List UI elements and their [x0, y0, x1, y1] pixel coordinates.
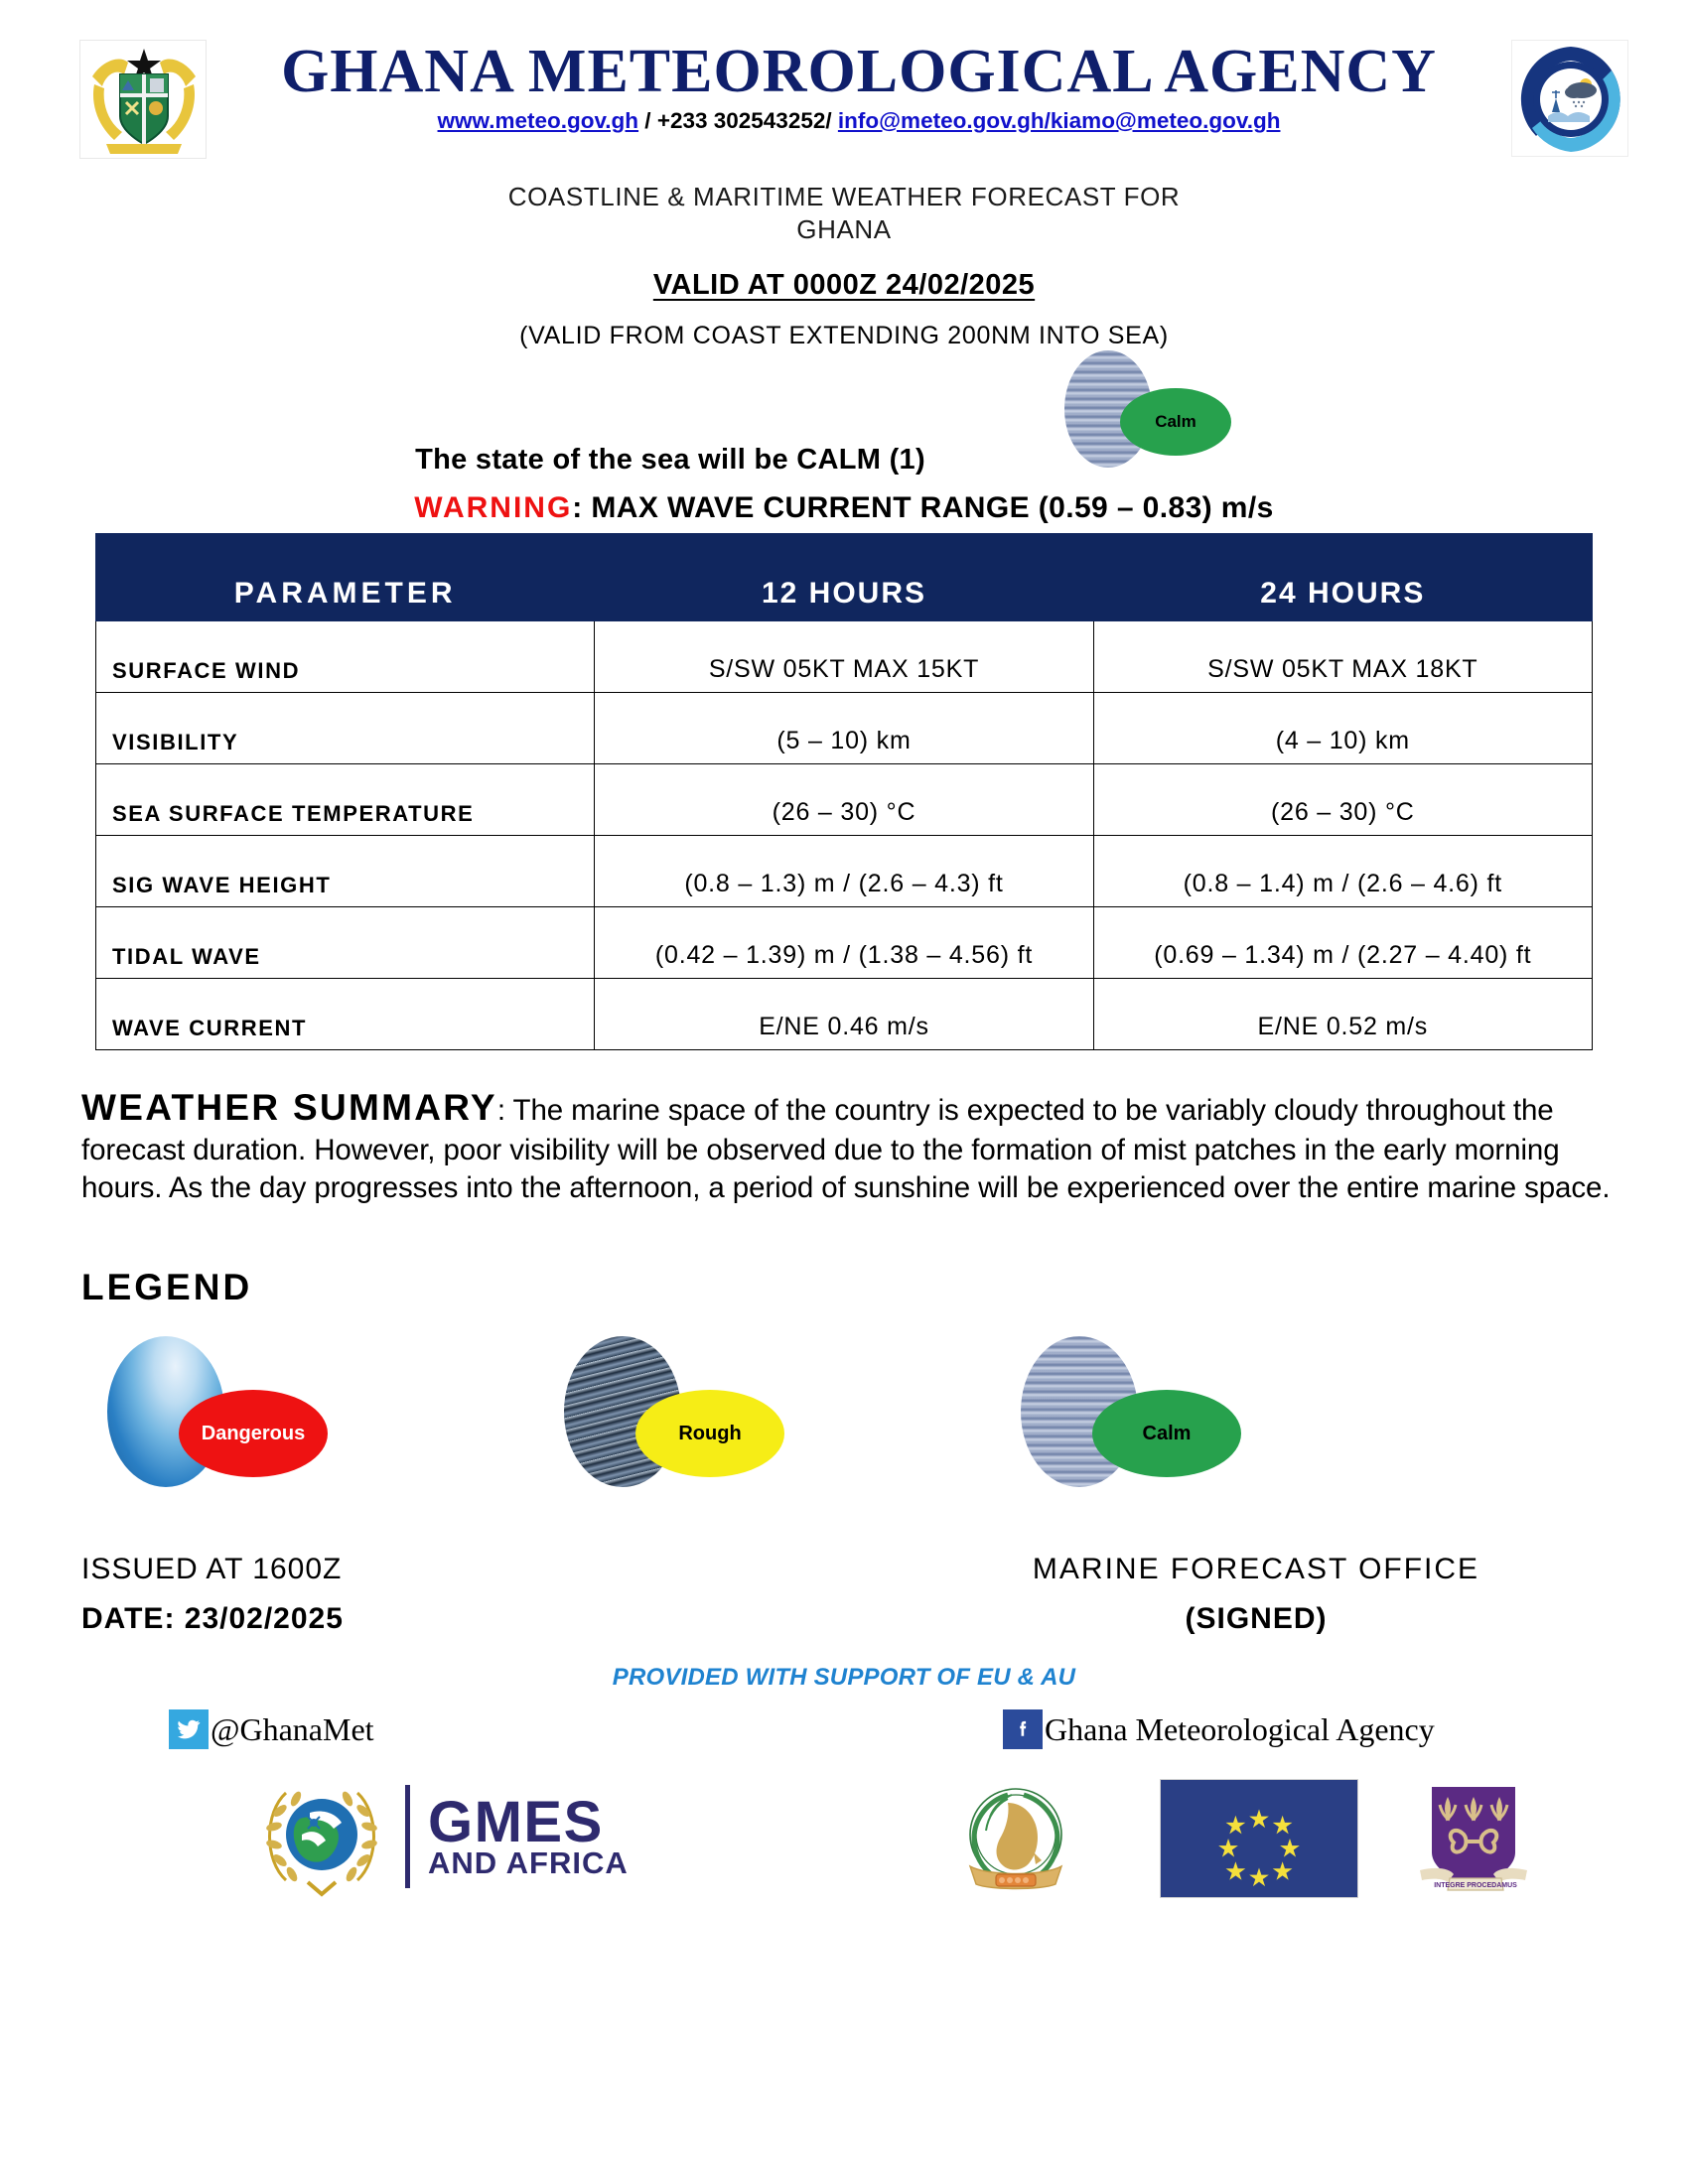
legend-title: LEGEND — [81, 1267, 253, 1308]
legend-item-calm — [1021, 1370, 1249, 1479]
ghana-institution-shield-icon — [1410, 1775, 1537, 1902]
issued-block — [81, 1553, 344, 1636]
facebook-handle: Ghana Meteorological Agency — [1045, 1710, 1435, 1747]
column-header-12-hours: 12 HOURS — [595, 533, 1093, 620]
facebook-link[interactable] — [1003, 1709, 1435, 1749]
legend-label-rough: Rough — [635, 1390, 784, 1477]
table-row — [96, 835, 1593, 906]
legend-label-calm: Calm — [1092, 1390, 1241, 1477]
gmes-africa-logo — [256, 1771, 629, 1902]
facebook-icon — [1003, 1709, 1043, 1749]
column-header-parameter: PARAMETER — [96, 533, 595, 620]
coat-of-arms-icon — [79, 40, 207, 159]
partner-logos — [0, 1771, 1688, 1910]
document-footer — [0, 1553, 1688, 1970]
website-link[interactable]: www.meteo.gov.gh — [437, 108, 639, 134]
cell-wave-current-24h: E/NE 0.52 m/s — [1093, 978, 1592, 1049]
signed-marker: (SIGNED) — [1185, 1602, 1328, 1636]
gmes-wordmark — [428, 1790, 629, 1880]
warning-text: : MAX WAVE CURRENT RANGE (0.59 – 0.83) m/s — [572, 490, 1274, 524]
support-note: PROVIDED WITH SUPPORT OF EU & AU — [612, 1664, 1076, 1692]
legend-label-dangerous: Dangerous — [179, 1390, 328, 1477]
cell-tidal-wave-24h: (0.69 – 1.34) m / (2.27 – 4.40) ft — [1093, 906, 1592, 978]
legend-item-rough — [564, 1370, 792, 1479]
weather-summary-body: : The marine space of the country is expected to be variably cloudy throughout the forecast duration. However, poor visibility will be observed due to the formation of mist patches in the early morning hours. As the day progresses into the afternoon, a period of sunshine will be experienced over the entire marine space. — [81, 1093, 1611, 1204]
forecast-title-line-2: GHANA — [796, 214, 892, 245]
document-masthead — [0, 0, 1688, 159]
sea-state-badge-label: Calm — [1120, 388, 1231, 456]
column-header-24-hours: 24 HOURS — [1093, 533, 1592, 620]
row-label-tidal-wave: TIDAL WAVE — [96, 906, 595, 978]
sea-state-statement-text: The state of the sea will be CALM (1) — [415, 443, 925, 476]
forecast-table — [95, 533, 1593, 1050]
sea-state-statement — [0, 444, 1688, 477]
issued-date: DATE: 23/02/2025 — [81, 1602, 344, 1636]
african-union-logo — [948, 1775, 1083, 1902]
table-header-row — [96, 533, 1593, 620]
table-row — [96, 906, 1593, 978]
twitter-icon — [169, 1709, 209, 1749]
warning-label: WARNING — [414, 490, 573, 524]
valid-at-heading — [0, 269, 1688, 302]
phone-number: +233 302543252 — [656, 108, 826, 134]
contact-separator-2: / — [825, 108, 838, 134]
issued-at: ISSUED AT 1600Z — [81, 1553, 343, 1586]
gmes-divider — [405, 1785, 410, 1888]
legend-items — [107, 1370, 1688, 1479]
gmes-seal-icon — [256, 1771, 387, 1902]
cell-surface-wind-12h: S/SW 05KT MAX 15KT — [595, 620, 1093, 692]
agency-title-block — [207, 40, 1511, 134]
row-label-sig-wave-height: SIG WAVE HEIGHT — [96, 835, 595, 906]
european-union-flag-icon — [1160, 1779, 1358, 1898]
legend-item-dangerous — [107, 1370, 336, 1479]
table-row — [96, 763, 1593, 835]
row-label-wave-current: WAVE CURRENT — [96, 978, 595, 1049]
forecast-title-line-1: COASTLINE & MARITIME WEATHER FORECAST FOR — [507, 182, 1181, 211]
contact-line — [207, 108, 1511, 134]
twitter-link[interactable] — [169, 1709, 374, 1749]
table-row — [96, 978, 1593, 1049]
valid-range-note: (VALID FROM COAST EXTENDING 200NM INTO SEA) — [519, 321, 1169, 349]
cell-wave-current-12h: E/NE 0.46 m/s — [595, 978, 1093, 1049]
svg-text:INTEGRE PROCEDAMUS: INTEGRE PROCEDAMUS — [1434, 1882, 1517, 1890]
office-name: MARINE FORECAST OFFICE — [1032, 1553, 1480, 1586]
row-label-surface-wind: SURFACE WIND — [96, 620, 595, 692]
row-label-sea-surface-temperature: SEA SURFACE TEMPERATURE — [96, 763, 595, 835]
valid-at-text: VALID AT 0000Z 24/02/2025 — [652, 268, 1036, 301]
forecast-title — [0, 181, 1688, 247]
cell-sst-12h: (26 – 30) °C — [595, 763, 1093, 835]
agency-title: GHANA METEOROLOGICAL AGENCY — [281, 38, 1437, 105]
cell-visibility-24h: (4 – 10) km — [1093, 692, 1592, 763]
twitter-handle: @GhanaMet — [211, 1710, 374, 1747]
cell-sig-wave-height-24h: (0.8 – 1.4) m / (2.6 – 4.6) ft — [1093, 835, 1592, 906]
gmes-wordmark-line-2: AND AFRICA — [428, 1844, 629, 1880]
weather-summary — [81, 1084, 1611, 1208]
table-row — [96, 692, 1593, 763]
office-block — [1023, 1553, 1489, 1636]
email-links[interactable]: info@meteo.gov.gh/kiamo@meteo.gov.gh — [837, 108, 1281, 134]
sea-state-section — [0, 372, 1688, 524]
weather-summary-label: WEATHER SUMMARY — [81, 1086, 497, 1128]
cell-tidal-wave-12h: (0.42 – 1.39) m / (1.38 – 4.56) ft — [595, 906, 1093, 978]
contact-separator-1: / — [638, 108, 657, 134]
cell-sig-wave-height-12h: (0.8 – 1.3) m / (2.6 – 4.3) ft — [595, 835, 1093, 906]
gmet-logo-icon — [1511, 40, 1628, 157]
cell-sst-24h: (26 – 30) °C — [1093, 763, 1592, 835]
warning-line — [0, 491, 1688, 525]
cell-visibility-12h: (5 – 10) km — [595, 692, 1093, 763]
row-label-visibility: VISIBILITY — [96, 692, 595, 763]
gmes-wordmark-line-1: GMES — [428, 1790, 604, 1855]
table-row — [96, 620, 1593, 692]
cell-surface-wind-24h: S/SW 05KT MAX 18KT — [1093, 620, 1592, 692]
